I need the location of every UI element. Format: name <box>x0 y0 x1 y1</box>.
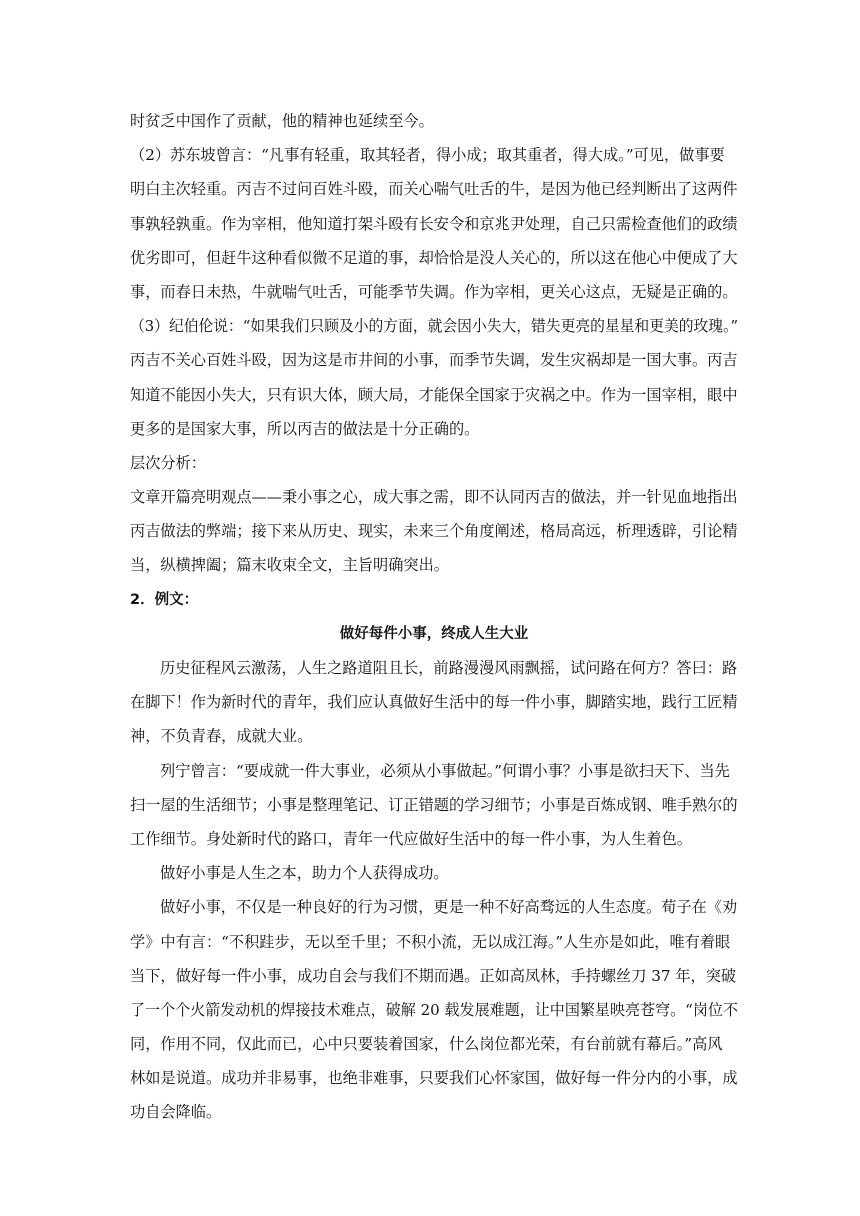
text-line: 知道不能因小失大，只有识大体，顾大局，才能保全国家于灾祸之中。作为一国宰相，眼中 <box>130 385 738 404</box>
text-line: 文章开篇亮明观点——秉小事之心，成大事之需，即不认同丙吉的做法，并一针见血地指出 <box>130 488 738 507</box>
essay-line: 当下，做好每一件小事，成功自会与我们不期而遇。正如高凤林，手持螺丝刀 37 年，突破 <box>130 966 737 985</box>
essay-line: 功自会降临。 <box>130 1103 222 1122</box>
essay-line: 列宁曾言：“要成就一件大事业，必须从小事做起。”何谓小事？小事是欲扫天下、当先 <box>160 761 730 780</box>
essay-line: 了一个个火箭发动机的焊接技术难点，破解 20 载发展难题，让中国繁星映亮苍穹。“岗位不 <box>130 1000 738 1019</box>
example-heading: 2．例文： <box>130 591 199 608</box>
essay-line: 历史征程风云激荡，人生之路道阻且长，前路漫漫风雨飘摇，试问路在何方？答曰：路 <box>160 659 738 677</box>
essay-title: 做好每件小事，终成人生大业 <box>339 625 529 642</box>
essay-line: 做好小事是人生之本，助力个人获得成功。 <box>160 864 449 883</box>
text-line: 事孰轻孰重。作为宰相，他知道打架斗殴有长安令和京兆尹处理，自己只需检查他们的政绩 <box>130 214 738 233</box>
text-line: 时贫乏中国作了贡献，他的精神也延续至今。 <box>130 112 434 130</box>
essay-line: 扫一屋的生活细节；小事是整理笔记、订正错题的学习细节；小事是百炼成钢、唯手熟尔的 <box>130 795 738 814</box>
text-line: （3）纪伯伦说：“如果我们只顾及小的方面，就会因小失大，错失更亮的星星和更美的玫瑰。” <box>130 317 738 336</box>
essay-line: 学》中有言：“不积跬步，无以至千里；不积小流，无以成江海。”人生亦是如此，唯有着眼 <box>130 932 731 951</box>
document-page <box>130 104 738 1130</box>
text-line: 丙吉不关心百姓斗殴，因为这是市井间的小事，而季节失调，发生灾祸却是一国大事。丙吉 <box>130 351 738 370</box>
text-line: 事，而春日未热，牛就喘气吐舌，可能季节失调。作为宰相，更关心这点，无疑是正确的。 <box>130 282 738 301</box>
text-line: 明白主次轻重。丙吉不过问百姓斗殴，而关心喘气吐舌的牛，是因为他已经判断出了这两件 <box>130 180 738 199</box>
section-label: 层次分析： <box>130 453 206 472</box>
essay-line: 做好小事，不仅是一种良好的行为习惯，更是一种不好高骛远的人生态度。荀子在《劝 <box>160 898 738 917</box>
text-line: 当，纵横捭阖；篇末收束全文，主旨明确突出。 <box>130 556 449 575</box>
essay-line: 林如是说道。成功并非易事，也绝非难事，只要我们心怀家国，做好每一件分内的小事，成 <box>130 1069 738 1088</box>
text-line: （2）苏东坡曾言：“凡事有轻重，取其轻者，得小成；取其重者，得大成。”可见，做事要 <box>130 146 725 165</box>
essay-line: 在脚下！作为新时代的青年，我们应认真做好生活中的每一件小事，脚踏实地，践行工匠精 <box>130 693 738 712</box>
text-line: 优劣即可，但赶牛这种看似微不足道的事，却恰恰是没人关心的，所以这在他心中便成了大 <box>130 248 738 267</box>
text-line: 更多的是国家大事，所以丙吉的做法是十分正确的。 <box>130 419 480 438</box>
essay-line: 同，作用不同，仅此而已，心中只要装着国家，什么岗位都光荣，有台前就有幕后。”高风 <box>130 1035 723 1054</box>
text-line: 丙吉做法的弊端；接下来从历史、现实，未来三个角度阐述，格局高远，析理透辟，引论精 <box>130 522 738 541</box>
essay-line: 工作细节。身处新时代的路口，青年一代应做好生活中的每一件小事，为人生着色。 <box>130 829 692 848</box>
essay-line: 神，不负青春，成就大业。 <box>130 727 313 746</box>
